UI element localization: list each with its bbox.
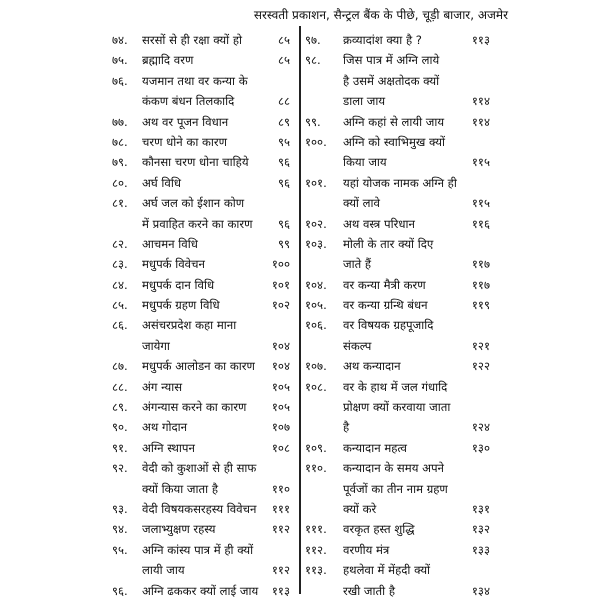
toc-page-number: १२२ xyxy=(471,359,490,374)
toc-line xyxy=(112,152,290,172)
toc-page-number: १२१ xyxy=(471,338,490,353)
toc-entry-title: है उसमें अक्षतोदक क्यों xyxy=(343,73,440,88)
toc-line xyxy=(305,581,490,601)
toc-page-number: १३२ xyxy=(471,522,490,537)
toc-line xyxy=(112,71,290,91)
toc-entry-number: ९७. xyxy=(305,33,321,47)
toc-line xyxy=(305,112,490,132)
toc-entry-number: ८१. xyxy=(112,196,128,211)
toc-entry-number: ७४. xyxy=(112,33,128,47)
toc-entry-number: ७९. xyxy=(112,155,128,170)
toc-line xyxy=(305,71,490,91)
toc-entry-number: १०१. xyxy=(305,175,327,190)
toc-entry-title: मोली के तार क्यों दिए xyxy=(343,236,434,251)
column-divider xyxy=(299,26,301,594)
toc-page-number: ८९ xyxy=(277,114,290,129)
toc-entry-title: अथ कन्यादान xyxy=(343,359,401,374)
toc-entry-title: वरणीय मंत्र xyxy=(343,542,390,557)
publisher-header: सरस्वती प्रकाशन, सैन्ट्रल बैंक के पीछे, चूड़ी बाजार, अजमेर xyxy=(253,8,508,22)
toc-entry-title: लायी जाय xyxy=(142,563,185,578)
toc-line xyxy=(305,152,490,172)
toc-entry-title: कन्यादान के समय अपने xyxy=(343,461,444,476)
toc-page-number: १३० xyxy=(471,440,490,455)
toc-entry-number: ९३. xyxy=(112,501,128,516)
toc-page-number: ९६ xyxy=(277,216,290,231)
toc-entry-title: क्रव्यादांश क्या है ? xyxy=(343,33,422,47)
toc-line xyxy=(112,417,290,437)
toc-entry-number: १०६. xyxy=(305,318,327,333)
toc-entry-number: ११०. xyxy=(305,461,327,476)
toc-line xyxy=(112,295,290,315)
toc-entry-title: रखी जाती है xyxy=(343,583,395,598)
toc-entry-title: किया जाय xyxy=(343,155,387,170)
toc-line xyxy=(305,499,490,519)
toc-line xyxy=(112,479,290,499)
toc-line xyxy=(305,234,490,254)
toc-entry-title: अग्नि कांस्य पात्र में ही क्यों xyxy=(142,542,254,557)
toc-line xyxy=(305,50,490,70)
toc-page-number: १०४ xyxy=(271,338,290,353)
toc-entry-number: ९२. xyxy=(112,461,128,476)
toc-line xyxy=(112,458,290,478)
toc-page-number: ९५ xyxy=(277,134,290,149)
toc-entry-title: प्रोक्षण क्यों करवाया जाता xyxy=(343,400,451,415)
toc-page-number: ११९ xyxy=(471,298,490,313)
toc-entry-title: कंकण बंधन तिलकादि xyxy=(142,94,235,109)
toc-line xyxy=(305,560,490,580)
toc-entry-number: १०७. xyxy=(305,359,327,374)
toc-entry-number: १११. xyxy=(305,522,327,537)
toc-entry-title: जिस पात्र में अग्नि लाये xyxy=(343,53,440,68)
toc-entry-number: ९९. xyxy=(305,114,321,129)
toc-entry-title: वेदी को कुशाओं से ही साफ xyxy=(142,461,257,476)
toc-line xyxy=(112,438,290,458)
toc-line xyxy=(112,519,290,539)
toc-entry-title: अग्नि स्थापन xyxy=(142,440,195,455)
toc-entry-number: १०५. xyxy=(305,298,327,313)
toc-line xyxy=(112,581,290,601)
toc-entry-title: क्यों किया जाता है xyxy=(142,481,218,496)
toc-entry-title: वरकृत हस्त शुद्धि xyxy=(343,522,415,537)
toc-entry-title: वर के हाथ में जल गंधादि xyxy=(343,379,448,394)
toc-entry-title: मधुपर्क विवेचन xyxy=(142,257,205,272)
toc-entry-title: वर कन्या ग्रन्थि बंधन xyxy=(343,298,428,313)
toc-page-number: १०५ xyxy=(271,400,290,415)
toc-entry-title: अथ गोदान xyxy=(142,420,188,435)
toc-page-number: ९६ xyxy=(277,175,290,190)
toc-line xyxy=(305,458,490,478)
toc-page-number: १३१ xyxy=(471,501,490,516)
toc-entry-title: जलाभ्युक्षण रहस्य xyxy=(142,522,216,537)
toc-page-number: १११ xyxy=(271,501,290,516)
toc-page-number: १३४ xyxy=(471,583,490,598)
toc-entry-number: ८२. xyxy=(112,236,128,251)
toc-page-number: ८८ xyxy=(277,94,290,109)
toc-entry-number: ९६. xyxy=(112,583,128,598)
toc-line xyxy=(112,112,290,132)
toc-entry-number: ९४. xyxy=(112,522,128,537)
toc-line xyxy=(112,193,290,213)
toc-line xyxy=(305,417,490,437)
toc-entry-title: ब्रह्मादि वरण xyxy=(142,53,194,68)
toc-entry-number: ८६. xyxy=(112,318,128,333)
toc-line xyxy=(112,275,290,295)
toc-entry-number: १०३. xyxy=(305,236,327,251)
toc-page-number: ११६ xyxy=(471,216,490,231)
toc-line xyxy=(112,214,290,234)
toc-entry-title: अग्नि कहां से लायी जाय xyxy=(343,114,445,129)
toc-line xyxy=(305,438,490,458)
toc-entry-number: ८५. xyxy=(112,298,128,313)
toc-line xyxy=(112,91,290,111)
toc-entry-number: ९१. xyxy=(112,440,128,455)
toc-entry-title: क्यों करे xyxy=(343,501,377,516)
toc-line xyxy=(112,356,290,376)
toc-entry-title: आचमन विधि xyxy=(142,236,198,251)
toc-line xyxy=(305,173,490,193)
toc-page-number: १०० xyxy=(271,257,290,272)
toc-line xyxy=(112,540,290,560)
toc-entry-number: १०२. xyxy=(305,216,327,231)
toc-page-number: ९६ xyxy=(277,155,290,170)
toc-entry-title: अंग न्यास xyxy=(142,379,183,394)
toc-line xyxy=(112,50,290,70)
toc-line xyxy=(305,315,490,335)
toc-line xyxy=(305,275,490,295)
toc-entry-number: ७५. xyxy=(112,53,128,68)
toc-entry-title: यजमान तथा वर कन्या के xyxy=(142,73,248,88)
toc-line xyxy=(112,254,290,274)
toc-page-number: ११५ xyxy=(471,196,490,211)
toc-entry-title: संकल्प xyxy=(343,338,372,353)
toc-line xyxy=(305,540,490,560)
toc-entry-number: ७७. xyxy=(112,114,128,129)
toc-line xyxy=(112,315,290,335)
toc-line xyxy=(305,254,490,274)
toc-entry-title: अथ वस्त्र परिधान xyxy=(343,216,415,231)
toc-line xyxy=(305,377,490,397)
toc-page-number: १०८ xyxy=(271,440,290,455)
toc-entry-title: असंचरप्रदेश कहा माना xyxy=(142,318,237,333)
toc-page-number: ९९ xyxy=(277,236,290,251)
toc-line xyxy=(112,377,290,397)
toc-entry-title: पूर्वजों का तीन नाम ग्रहण xyxy=(343,481,448,496)
toc-page-number: ११७ xyxy=(471,257,490,272)
toc-line xyxy=(305,132,490,152)
toc-page-number: ११० xyxy=(271,481,290,496)
toc-entry-title: जायेगा xyxy=(142,338,170,353)
toc-entry-title: कन्यादान महत्व xyxy=(343,440,407,455)
toc-entry-number: ८०. xyxy=(112,175,128,190)
toc-entry-title: है xyxy=(343,420,350,435)
toc-line xyxy=(112,30,290,50)
toc-line xyxy=(112,397,290,417)
toc-entry-title: मधुपर्क आलोडन का कारण xyxy=(142,359,255,374)
toc-entry-number: ८७. xyxy=(112,359,128,374)
toc-entry-title: में प्रवाहित करने का कारण xyxy=(142,216,253,231)
toc-page-number: ८५ xyxy=(277,53,290,68)
toc-page-number: ८५ xyxy=(277,33,290,47)
toc-entry-title: मधुपर्क दान विधि xyxy=(142,277,215,292)
toc-entry-number: ८३. xyxy=(112,257,128,272)
toc-entry-number: ९०. xyxy=(112,420,128,435)
toc-entry-title: यहां योजक नामक अग्नि ही xyxy=(343,175,457,190)
toc-page-number: १०७ xyxy=(271,420,290,435)
toc-page-number: १२४ xyxy=(471,420,490,435)
toc-line xyxy=(305,356,490,376)
toc-line xyxy=(305,519,490,539)
toc-entry-title: डाला जाय xyxy=(343,94,386,109)
toc-entry-number: ७६. xyxy=(112,73,128,88)
toc-page-number: ११४ xyxy=(471,114,490,129)
toc-entry-number: ११२. xyxy=(305,542,327,557)
toc-page-number: १०१ xyxy=(271,277,290,292)
toc-entry-title: अग्नि ढककर क्यों लाई जाय xyxy=(142,583,259,598)
toc-entry-title: अग्नि को स्वाभिमुख क्यों xyxy=(343,134,445,149)
toc-page-number: ११२ xyxy=(271,522,290,537)
toc-page-number: १०२ xyxy=(271,298,290,313)
toc-entry-title: वेदी विषयकसरहस्य विवेचन xyxy=(142,501,257,516)
toc-page-number: १०४ xyxy=(271,359,290,374)
toc-entry-title: चरण धोने का कारण xyxy=(142,134,228,149)
toc-right-column xyxy=(305,30,490,601)
toc-line xyxy=(112,499,290,519)
toc-entry-number: १०९. xyxy=(305,440,327,455)
toc-line xyxy=(305,30,490,50)
toc-line xyxy=(305,91,490,111)
toc-entry-number: १०८. xyxy=(305,379,327,394)
toc-entry-title: क्यों लावे xyxy=(343,196,380,211)
toc-line xyxy=(305,193,490,213)
toc-entry-number: ८४. xyxy=(112,277,128,292)
toc-line xyxy=(305,295,490,315)
toc-page-number: १३३ xyxy=(471,542,490,557)
toc-entry-number: ९८. xyxy=(305,53,321,68)
toc-entry-title: कौनसा चरण धोना चाहिये xyxy=(142,155,249,170)
toc-line xyxy=(305,479,490,499)
toc-entry-number: ८९. xyxy=(112,400,128,415)
toc-entry-title: सरसों से ही रक्षा क्यों हो xyxy=(142,33,242,47)
toc-entry-title: अंगन्यास करने का कारण xyxy=(142,400,247,415)
toc-entry-number: ११३. xyxy=(305,563,327,578)
toc-line xyxy=(112,132,290,152)
toc-line xyxy=(112,336,290,356)
toc-page-number: ११३ xyxy=(271,583,290,598)
toc-entry-title: हथलेवा में मेंहदी क्यों xyxy=(343,563,431,578)
toc-page-number: ११४ xyxy=(471,94,490,109)
toc-line xyxy=(305,336,490,356)
toc-page-number: ११२ xyxy=(271,563,290,578)
toc-entry-title: जाते हैं xyxy=(343,257,372,272)
toc-line xyxy=(112,560,290,580)
toc-entry-number: १००. xyxy=(305,134,327,149)
toc-entry-number: १०४. xyxy=(305,277,327,292)
toc-entry-number: ९५. xyxy=(112,542,128,557)
toc-line xyxy=(112,234,290,254)
toc-page-number: ११५ xyxy=(471,155,490,170)
toc-line xyxy=(305,214,490,234)
toc-entry-title: अर्घ जल को ईशान कोण xyxy=(142,196,245,211)
toc-entry-title: मधुपर्क ग्रहण विधि xyxy=(142,298,220,313)
toc-line xyxy=(305,397,490,417)
toc-entry-title: वर कन्या मैत्री करण xyxy=(343,277,426,292)
toc-entry-number: ८८. xyxy=(112,379,128,394)
toc-page-number: १०५ xyxy=(271,379,290,394)
toc-page-number: ११७ xyxy=(471,277,490,292)
toc-left-column xyxy=(112,30,290,601)
toc-entry-title: वर विषयक ग्रहपूजादि xyxy=(343,318,434,333)
toc-page-number: ११३ xyxy=(471,33,490,47)
toc-entry-title: अथ वर पूजन विधान xyxy=(142,114,229,129)
toc-entry-number: ७८. xyxy=(112,134,128,149)
toc-line xyxy=(112,173,290,193)
toc-entry-title: अर्घ विधि xyxy=(142,175,181,190)
